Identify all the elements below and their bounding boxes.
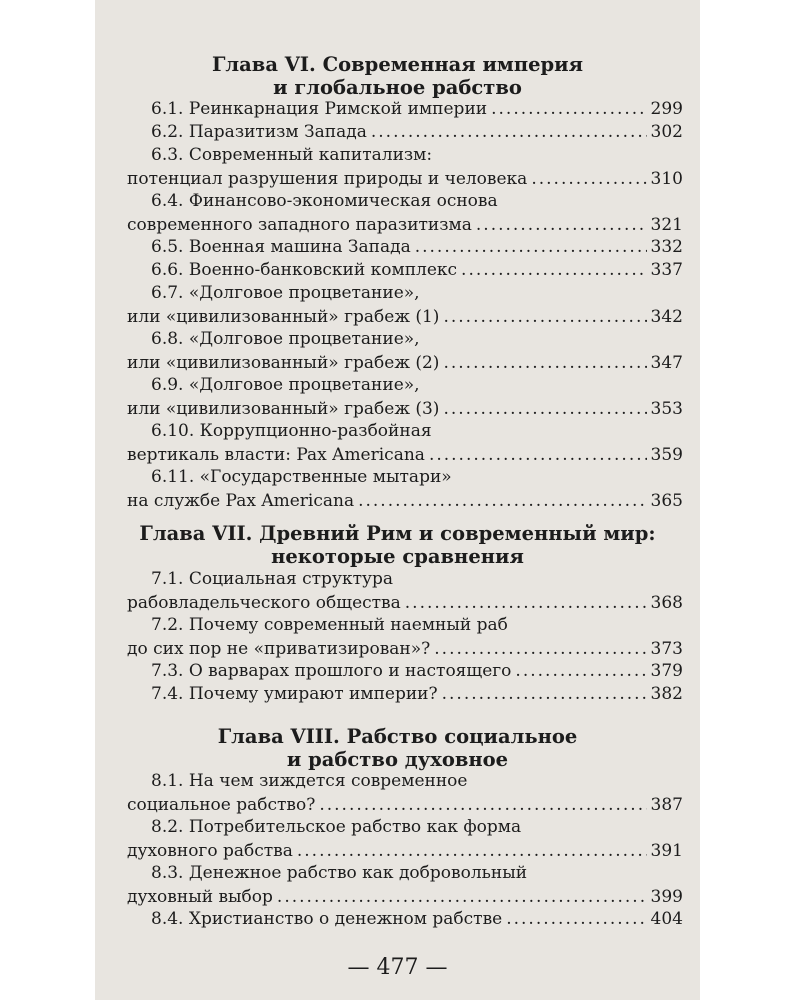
page-number: 399 bbox=[650, 886, 683, 907]
page-number: 347 bbox=[650, 352, 683, 373]
chapter-title-line: и рабство духовное bbox=[286, 748, 509, 771]
book-page bbox=[95, 0, 700, 1000]
entry-title: 6.4. Финансово-экономическая основа bbox=[151, 191, 498, 211]
entry-title: 8.1. На чем зиждется современное bbox=[151, 771, 468, 791]
chapter-heading bbox=[95, 725, 700, 771]
toc-entry[interactable] bbox=[127, 660, 683, 684]
page-number-footer: — 477 — bbox=[347, 955, 448, 980]
entry-title-cont: потенциал разрушения природы и человека bbox=[127, 168, 528, 189]
entry-title: 8.4. Христианство о денежном рабстве bbox=[151, 909, 503, 929]
page-number: 299 bbox=[650, 99, 683, 119]
entry-title-cont: на службе Pax Americana bbox=[127, 490, 355, 511]
page-number: 382 bbox=[650, 684, 683, 704]
page-number: 368 bbox=[650, 592, 683, 613]
entry-title: 6.10. Коррупционно-разбойная bbox=[151, 421, 432, 441]
chapter-title-line: Глава VII. Древний Рим и современный мир: bbox=[139, 522, 656, 545]
entry-title: 6.11. «Государственные мытари» bbox=[151, 467, 452, 487]
page-number: 359 bbox=[650, 444, 683, 465]
page-number: 321 bbox=[650, 214, 683, 235]
entry-title: 6.5. Военная машина Запада bbox=[151, 237, 411, 257]
toc-entry[interactable] bbox=[127, 282, 683, 329]
page-number: 337 bbox=[650, 260, 683, 280]
page-number: 391 bbox=[650, 840, 683, 861]
toc-entry[interactable] bbox=[127, 683, 683, 707]
toc-entry[interactable] bbox=[127, 614, 683, 661]
page-number: 387 bbox=[650, 794, 683, 815]
toc-entry[interactable] bbox=[127, 862, 683, 909]
entry-title: 7.3. О варварах прошлого и настоящего bbox=[151, 661, 512, 681]
toc-entry[interactable] bbox=[127, 770, 683, 817]
entry-title: 6.8. «Долговое процветание», bbox=[151, 329, 420, 349]
entry-title: 6.3. Современный капитализм: bbox=[151, 145, 433, 165]
entry-title: 6.1. Реинкарнация Римской империи bbox=[151, 99, 488, 119]
page-number: 404 bbox=[650, 909, 683, 929]
entry-title: 8.2. Потребительское рабство как форма bbox=[151, 817, 522, 837]
entry-title: 7.4. Почему умирают империи? bbox=[151, 684, 438, 704]
toc-entry[interactable] bbox=[127, 144, 683, 191]
entry-title: 6.7. «Долговое процветание», bbox=[151, 283, 420, 303]
entry-title: 7.2. Почему современный наемный раб bbox=[151, 615, 508, 635]
entry-title-cont: или «цивилизованный» грабеж (1) bbox=[127, 306, 440, 327]
toc-entry[interactable] bbox=[127, 259, 683, 283]
entry-title-cont: современного западного паразитизма bbox=[127, 214, 472, 235]
entry-title: 6.2. Паразитизм Запада bbox=[151, 122, 367, 142]
page-number: 379 bbox=[650, 661, 683, 681]
page-number: 365 bbox=[650, 490, 683, 511]
page-number: 353 bbox=[650, 398, 683, 419]
entry-title: 6.9. «Долговое процветание», bbox=[151, 375, 420, 395]
toc-entry[interactable] bbox=[127, 420, 683, 467]
chapter-title-line: и глобальное рабство bbox=[273, 76, 522, 99]
entry-title-cont: до сих пор не «приватизирован»? bbox=[127, 638, 431, 659]
chapter-title-line: Глава VIII. Рабство социальное bbox=[217, 725, 578, 748]
entry-title-cont: вертикаль власти: Pax Americana bbox=[127, 444, 425, 465]
page-number: 310 bbox=[650, 168, 683, 189]
chapter-title-line: Глава VI. Современная империя bbox=[211, 53, 584, 76]
chapter-heading bbox=[95, 53, 700, 99]
entry-title-cont: рабовладельческого общества bbox=[127, 592, 401, 613]
entry-title-cont: социальное рабство? bbox=[127, 794, 316, 815]
chapter-heading bbox=[95, 522, 700, 568]
toc-entry[interactable] bbox=[127, 568, 683, 615]
entry-title-cont: духовный выбор bbox=[127, 886, 273, 907]
toc-entry[interactable] bbox=[127, 908, 683, 932]
entry-title: 8.3. Денежное рабство как добровольный bbox=[151, 863, 528, 883]
chapter-title-line: некоторые сравнения bbox=[271, 545, 524, 568]
toc-entry[interactable] bbox=[127, 121, 683, 145]
toc-entry[interactable] bbox=[127, 190, 683, 237]
entry-title-cont: духовного рабства bbox=[127, 840, 293, 861]
entry-title-cont: или «цивилизованный» грабеж (3) bbox=[127, 398, 440, 419]
page-number: 342 bbox=[650, 306, 683, 327]
toc-entry[interactable] bbox=[127, 816, 683, 863]
toc-entry[interactable] bbox=[127, 328, 683, 375]
entry-title: 7.1. Социальная структура bbox=[151, 569, 393, 589]
entry-title: 6.6. Военно-банковский комплекс bbox=[151, 260, 458, 280]
toc-entry[interactable] bbox=[127, 374, 683, 421]
entry-title-cont: или «цивилизованный» грабеж (2) bbox=[127, 352, 440, 373]
page-number: 302 bbox=[650, 122, 683, 142]
page-number: 332 bbox=[650, 237, 683, 257]
toc-entry[interactable] bbox=[127, 236, 683, 260]
page-number: 373 bbox=[650, 638, 683, 659]
toc-entry[interactable] bbox=[127, 466, 683, 513]
toc-entry[interactable] bbox=[127, 98, 683, 122]
